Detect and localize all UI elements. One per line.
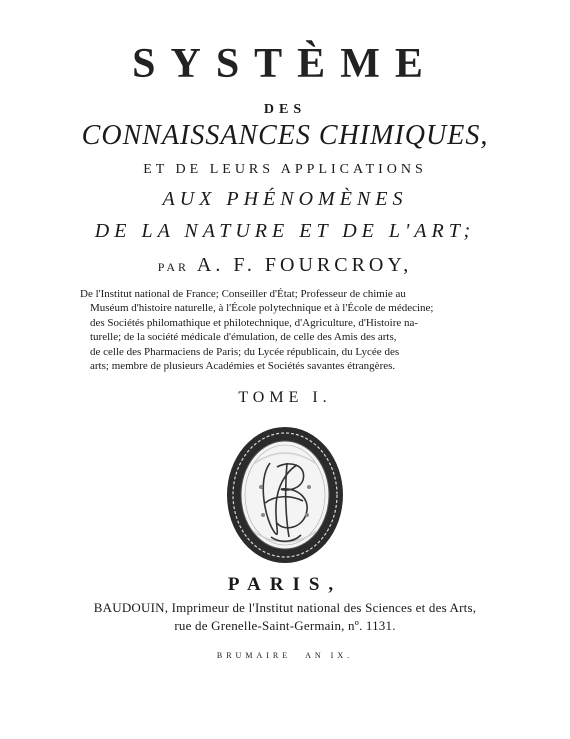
book-title: SYSTÈME: [132, 41, 438, 87]
author-name: A. F. FOURCROY,: [196, 254, 413, 276]
affiliation-line: Muséum d'histoire naturelle, à l'École polytechnique et à l'École de médecine;: [90, 302, 434, 315]
imprint-date: [0, 651, 570, 660]
book-subtitle: CONNAISSANCES CHIMIQUES,: [81, 120, 489, 151]
date-year: AN IX.: [305, 651, 354, 660]
imprint-city: PARIS,: [227, 574, 343, 595]
author-par: PAR: [157, 260, 190, 274]
imprint-publisher: BAUDOUIN, Imprimeur de l'Institut national des Sciences et des Arts,: [93, 600, 477, 615]
subtitle-line-nature: DE LA NATURE ET DE L'ART;: [94, 220, 476, 242]
affiliation-line: de celle des Pharmaciens de Paris; du Lycée républicain, du Lycée des: [90, 345, 400, 358]
affiliation-line: arts; membre de plusieurs Académies et Sociétés savantes étrangères.: [90, 360, 396, 373]
affiliation-line: turelle; de la société médicale d'émulation, de celle des Amis des arts,: [90, 331, 397, 344]
author-line: [0, 254, 570, 277]
volume-label: TOME I.: [238, 389, 332, 406]
title-des: DES: [263, 102, 307, 117]
affiliation-line: des Sociétés philomathique et philotechnique, d'Agriculture, d'Histoire na-: [90, 316, 419, 329]
subtitle-line-aux: AUX PHÉNOMÈNES: [162, 188, 408, 210]
author-affiliations: [80, 287, 448, 373]
date-month: BRUMAIRE: [216, 651, 292, 660]
monogram-medallion-icon: [225, 425, 345, 565]
subtitle-line-et: ET DE LEURS APPLICATIONS: [143, 162, 427, 177]
affiliation-line: De l'Institut national de France; Conseiller d'État; Professeur de chimie au: [80, 288, 406, 300]
imprint-address: rue de Grenelle-Saint-Germain, nº. 1131.: [174, 618, 396, 633]
